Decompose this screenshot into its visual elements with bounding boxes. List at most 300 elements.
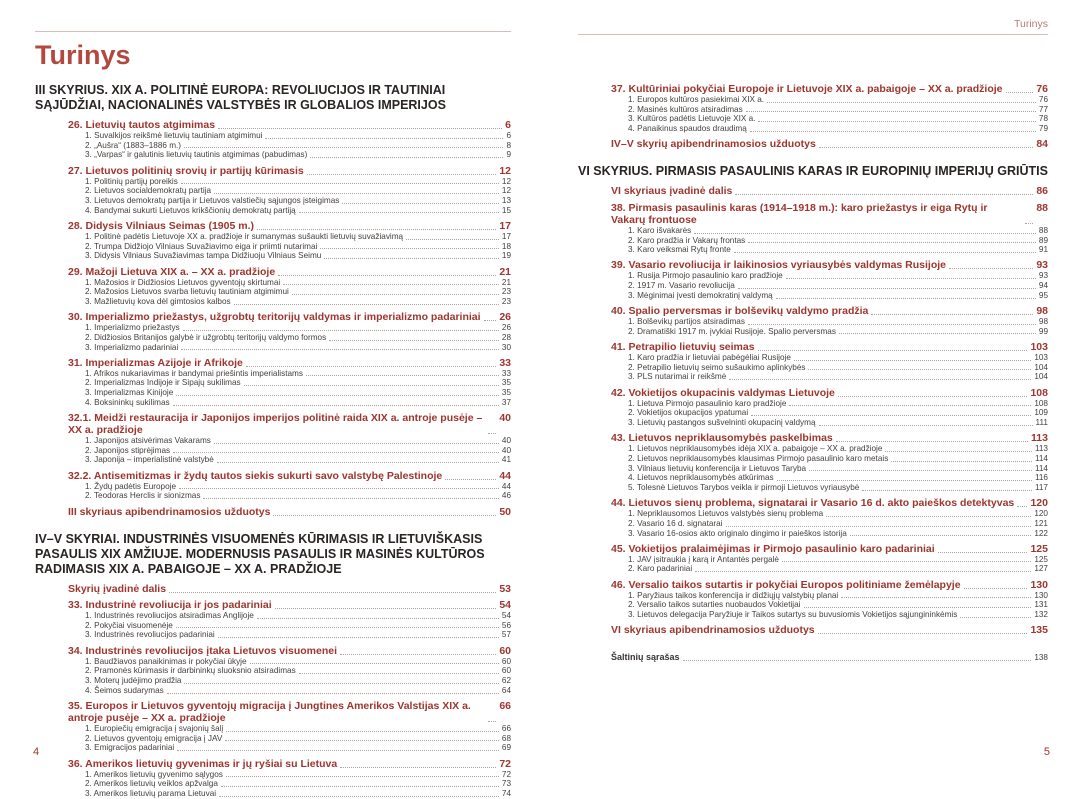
toc-subentry [578, 529, 1048, 539]
toc-subentry [578, 363, 1048, 373]
entry-title: 2. Lietuvos nepriklausomybės klausimas Pirmojo pasaulinio karo metais [628, 453, 889, 463]
toc-entry [578, 83, 1048, 95]
page-ref: 37 [501, 397, 511, 407]
toc-subentry [35, 177, 511, 187]
entry-title: 1. Europiečių emigracija į svajonių šalį [85, 724, 224, 733]
dot-leader [219, 796, 499, 797]
page-ref: 98 [1036, 305, 1048, 318]
page-ref: 64 [501, 685, 511, 695]
toc-entry [578, 387, 1048, 399]
page-ref: 109 [1034, 408, 1048, 418]
entry-title: 26. Lietuvių tautos atgimimas [68, 119, 216, 131]
page-ref: 73 [501, 779, 511, 789]
entry-title: 3. Imperializmo padariniai [85, 342, 179, 352]
chapter-heading [35, 532, 511, 577]
toc-subentry [578, 95, 1048, 105]
entry-title: 30. Imperializmo priežastys, užgrobtų teritorijų valdymas ir imperializmo padariniai [68, 311, 481, 324]
toc-subentry [35, 196, 511, 206]
dot-leader [184, 683, 498, 684]
page-ref: 44 [499, 469, 511, 482]
dot-leader [748, 324, 1036, 325]
page-ref: 23 [501, 287, 511, 297]
dot-leader [221, 786, 499, 787]
dot-leader [283, 284, 499, 285]
toc-left-column [35, 83, 511, 799]
dot-leader [776, 298, 1036, 299]
entry-title: 2. Amerikos lietuvių veiklos apžvalga [85, 779, 218, 789]
entry-title: 2. 1917 m. Vasario revoliucija [628, 281, 735, 291]
entry-title: 32.2. Antisemitizmas ir žydų tautos siekis sukurti savo valstybę Palestinoje [68, 469, 443, 482]
dot-leader [225, 740, 499, 741]
entry-title: 1. Lietuvos nepriklausomybės idėja XIX a. pabaigoje – XX a. pradžioje [628, 444, 883, 454]
dot-leader [748, 242, 1036, 243]
entry-title: 29. Mažoji Lietuva XIX a. – XX a. pradžioje [68, 265, 276, 278]
page-ref: 40 [499, 412, 511, 425]
page-ref: 127 [1034, 564, 1048, 574]
page-ref: 30 [501, 342, 511, 352]
header-rule-left [35, 31, 511, 32]
page-ref: 86 [1036, 185, 1048, 198]
toc-subentry [35, 242, 511, 252]
toc-subentry [35, 455, 511, 465]
entry-title: 1. Paryžiaus taikos konferencija ir didžiųjų valstybių planai [628, 590, 839, 600]
entry-title: 38. Pirmasis pasaulinis karas (1914–1918 m.): karo priežastys ir eiga Rytų ir Vakarų frontuose [611, 201, 988, 226]
page-ref: 89 [1038, 235, 1048, 245]
dot-leader [234, 304, 499, 305]
dot-leader [320, 248, 499, 249]
dot-leader [278, 275, 496, 276]
page-ref: 60 [501, 656, 511, 666]
page-ref: 56 [501, 620, 511, 630]
toc-subentry [35, 482, 511, 492]
page-ref: 125 [1034, 554, 1048, 564]
dot-leader [217, 462, 499, 463]
entry-title: 1. Nepriklausomos Lietuvos valstybės sienų problema [628, 509, 824, 519]
dot-leader [203, 498, 498, 499]
toc-subentry [578, 555, 1048, 565]
dot-leader [1017, 506, 1027, 507]
toc-entry [35, 645, 511, 657]
toc-entry [35, 266, 511, 278]
toc-subentry [35, 150, 511, 160]
dot-leader [265, 138, 503, 139]
toc-subentry [35, 251, 511, 261]
page-ref: 93 [1036, 259, 1048, 272]
page-ref: 21 [499, 265, 511, 278]
toc-entry [35, 220, 511, 232]
dot-leader [179, 488, 499, 489]
dot-leader [181, 349, 499, 350]
entry-title: 2. Vasario 16 d. signatarai [628, 518, 723, 528]
toc-subentry [35, 186, 511, 196]
dot-leader [767, 102, 1036, 103]
page-ref: 19 [501, 251, 511, 261]
entry-title: 40. Spalio perversmas ir bolševikų valdymo pradžia [611, 305, 869, 318]
page-ref: 98 [1038, 317, 1048, 327]
entry-title: 4. Boksininkų sukilimas [85, 397, 170, 407]
entry-title: 1. Bolševikų partijos atsiradimas [628, 317, 745, 327]
chapter-heading [35, 83, 511, 113]
toc-subentry [35, 734, 511, 744]
dot-leader [306, 375, 499, 376]
page-ref: 111 [1035, 417, 1048, 427]
dot-leader [758, 121, 1035, 122]
toc-entry [35, 583, 511, 595]
dot-leader [250, 663, 499, 664]
page-ref: 99 [1038, 326, 1048, 336]
entry-title: Šaltinių sąrašas [611, 652, 680, 663]
entry-title: 1. Europos kultūros pasiekimai XIX a. [628, 95, 765, 104]
page-ref: 26 [499, 311, 511, 324]
dot-leader [257, 618, 499, 619]
page-ref: 114 [1034, 453, 1048, 463]
dot-leader [488, 721, 496, 722]
dot-leader [183, 330, 499, 331]
entry-title: 4. Lietuvos nepriklausomybės atkūrimas [628, 473, 774, 483]
toc-subentry [35, 378, 511, 388]
dot-leader [804, 607, 1032, 608]
page-ref: 88 [1038, 225, 1048, 235]
page-ref: 131 [1034, 600, 1048, 610]
toc-entry [35, 412, 511, 436]
dot-leader [406, 239, 499, 240]
entry-title: 2. Japonijos stiprėjimas [85, 445, 171, 455]
page-ref: 66 [501, 724, 511, 733]
entry-title: 1. Lietuva Pirmojo pasaulinio karo pradžioje [628, 398, 787, 408]
page-ref: 13 [501, 196, 511, 206]
dot-leader [695, 571, 1031, 572]
toc-subentry [35, 621, 511, 631]
page-ref: 17 [499, 219, 511, 232]
page-ref: 54 [499, 599, 511, 612]
dot-leader [738, 288, 1036, 289]
page-ref: 88 [1036, 201, 1048, 214]
entry-title: 1. Rusija Pirmojo pasaulinio karo pradžioje [628, 271, 783, 281]
dot-leader [794, 360, 1031, 361]
toc-entry [35, 758, 511, 770]
toc-subentry [578, 454, 1048, 464]
entry-title: 3. Lietuvių pastangos sušvelninti okupacinį valdymą [628, 417, 816, 427]
page-ref: 104 [1034, 372, 1048, 382]
toc-subentry [578, 281, 1048, 291]
toc-entry [578, 202, 1048, 226]
toc-entry [578, 138, 1048, 150]
entry-title: 35. Europos ir Lietuvos gyventojų migracija į Jungtines Amerikos Valstijas XIX a. antroje pusėje – XX a. pradžioje [68, 700, 471, 724]
page-ref: 103 [1034, 352, 1048, 362]
toc-right-column [578, 83, 1048, 663]
toc-entry [578, 341, 1048, 353]
entry-title: VI skyriaus įvadinė dalis [611, 185, 733, 198]
toc-subentry [578, 353, 1048, 363]
page-ref: 6 [506, 131, 511, 140]
dot-leader [218, 637, 499, 638]
dot-leader [307, 174, 497, 175]
entry-title: 2. Imperializmas Indijoje ir Sipajų sukilimas [85, 378, 241, 388]
dot-leader [726, 526, 1032, 527]
toc-subentry [35, 666, 511, 676]
dot-leader [683, 660, 1032, 661]
dot-leader [342, 203, 498, 204]
dot-leader [246, 366, 496, 367]
page-ref: 26 [501, 323, 511, 333]
entry-title: 3. Didysis Vilniaus Suvažiavimas tampa Didžiuoju Vilniaus Seimu [85, 251, 322, 261]
entry-title: 1. Mažosios ir Didžiosios Lietuvos gyventojų skirtumai [85, 277, 281, 287]
page-ref: 108 [1034, 398, 1048, 408]
toc-subentry [578, 317, 1048, 327]
toc-subentry [578, 473, 1048, 483]
dot-leader [839, 333, 1036, 334]
dot-leader [871, 314, 1033, 315]
toc-subentry [35, 611, 511, 621]
entry-title: IV–V skyrių apibendrinamosios užduotys [611, 138, 816, 151]
toc-subentry [578, 327, 1048, 337]
dot-leader [184, 147, 503, 148]
toc-subentry [578, 236, 1048, 246]
toc-subentry [578, 483, 1048, 493]
page-ref: 120 [1030, 497, 1048, 510]
page-ref: 54 [501, 611, 511, 621]
page-ref: 132 [1034, 610, 1048, 620]
page-ref: 46 [501, 491, 511, 501]
dot-leader [850, 535, 1032, 536]
entry-title: 2. Didžiosios Britanijos galybė ir užgrobtų teritorijų valdymo formos [85, 332, 327, 342]
entry-title: 1. Japonijos atsivėrimas Vakarams [85, 436, 211, 446]
entry-title: 39. Vasario revoliucija ir laikinosios vyriausybės valdymas Rusijoje [611, 259, 947, 272]
dot-leader [751, 415, 1031, 416]
toc-subentry [35, 297, 511, 307]
page-ref: 6 [505, 119, 511, 131]
page-ref: 103 [1030, 340, 1048, 353]
dot-leader [181, 183, 499, 184]
dot-leader [244, 385, 499, 386]
entry-title: III SKYRIUS. XIX A. POLITINĖ EUROPA: REVOLIUCIJOS IR TAUTINIAI SĄJŪDŽIAI, NACIONALINĖS VALSTYBĖS IR GLOBALIOS IMPERIJOS [35, 83, 446, 112]
entry-title: 2. Masinės kultūros atsiradimas [628, 104, 743, 114]
page-ref: 41 [501, 455, 511, 465]
entry-title: 4. Panaikinus spaudos draudimą [628, 124, 747, 134]
toc-subentry [578, 408, 1048, 418]
entry-title: 1. Suvalkijos reikšmė lietuvių tautiniam atgimimui [85, 131, 263, 140]
dot-leader [836, 441, 1028, 442]
dot-leader [885, 451, 1032, 452]
entry-title: 44. Lietuvos sienų problema, signatarai ir Vasario 16 d. akto paieškos detektyvas [611, 497, 1015, 510]
entry-title: 2. „Aušra“ (1883–1886 m.) [85, 140, 182, 150]
toc-subentry [578, 519, 1048, 529]
page-ref: 121 [1034, 518, 1048, 528]
entry-title: 46. Versalio taikos sutartis ir pokyčiai Europos politiniame žemėlapyje [611, 578, 961, 591]
toc-entry [35, 357, 511, 369]
dot-leader [789, 405, 1031, 406]
page-ref: 60 [499, 644, 511, 657]
page-ref: 84 [1036, 138, 1048, 151]
dot-leader [484, 320, 497, 321]
dot-leader [292, 294, 499, 295]
entry-title: 34. Industrinės revoliucijos įtaka Lietuvos visuomenei [68, 644, 338, 657]
page-ref: 21 [501, 277, 511, 287]
toc-subentry [578, 114, 1048, 124]
entry-title: 3. Japonija – imperialistinė valstybė [85, 455, 214, 465]
entry-title: 1. Politinė padėtis Lietuvoje XX a. pradžioje ir sumanymas sušaukti lietuvių suvažiavimą [85, 231, 404, 241]
toc-subentry [578, 444, 1048, 454]
dot-leader [310, 157, 503, 158]
dot-leader [938, 552, 1028, 553]
dot-leader [734, 252, 1036, 253]
entry-title: 4. Bandymai sukurti Lietuvos krikščionių demokratų partiją [85, 205, 296, 215]
entry-title: 3. Lietuvos demokratų partija ir Lietuvos valstiečių sąjungos įsteigimas [85, 196, 340, 206]
entry-title: III skyriaus apibendrinamosios užduotys [68, 505, 271, 518]
toc-subentry [35, 686, 511, 696]
entry-title: 2. Trumpa Didžiojo Vilniaus Suvažiavimo eiga ir priimti nutarimai [85, 241, 318, 251]
page-ref: 12 [501, 176, 511, 186]
entry-title: 41. Petrapilio lietuvių seimas [611, 340, 755, 353]
header-rule-right [578, 34, 1048, 35]
entry-title: VI SKYRIUS. PIRMASIS PASAULINIS KARAS IR EUROPINIŲ IMPERIJŲ GRIŪTIS [578, 164, 1048, 179]
page-ref: 113 [1031, 432, 1048, 445]
page-ref: 72 [499, 757, 511, 770]
page-ref: 9 [506, 150, 511, 160]
dot-leader [819, 147, 1034, 148]
entry-title: IV–V SKYRIAI. INDUSTRINĖS VISUOMENĖS KŪRIMASIS IR LIETUVIŠKASIS PASAULIS XIX AMŽIUJE. MODERNUSIS PASAULIS IR MASINĖS KULTŪROS RADIMASIS XIX A. PABAIGOJE – XX A. PRADŽIOJE [35, 531, 485, 576]
left-page [35, 0, 511, 799]
page-ref: 44 [501, 481, 511, 491]
entry-title: 3. Vilniaus lietuvių konferencija ir Lietuvos Taryba [628, 463, 807, 473]
toc-subentry [35, 343, 511, 353]
page-ref: 130 [1034, 590, 1048, 600]
toc-subentry [35, 676, 511, 686]
dot-leader [1006, 92, 1034, 93]
entry-title: 2. Lietuvos gyventojų emigracija į JAV [85, 733, 223, 743]
toc-subentry [35, 446, 511, 456]
dot-leader [177, 750, 499, 751]
dot-leader [949, 268, 1033, 269]
page-ref: 66 [499, 700, 511, 712]
page-ref: 40 [501, 445, 511, 455]
entry-title: 3. „Varpas“ ir galutinis lietuvių tautinis atgimimas (pabudimas) [85, 150, 308, 160]
page-ref: 95 [1038, 290, 1048, 300]
page-ref: 35 [501, 378, 511, 388]
toc-subentry [35, 141, 511, 151]
right-page [578, 0, 1048, 663]
dot-leader [329, 340, 499, 341]
toc-subentry [578, 591, 1048, 601]
entry-title: 1. Baudžiavos panaikinimas ir pokyčiai ūkyje [85, 656, 247, 666]
entry-title: 1. JAV įsitraukia į karą ir Antantės pergalė [628, 554, 779, 564]
toc-subentry [578, 372, 1048, 382]
page-ref: 76 [1038, 95, 1048, 104]
page-ref: 76 [1036, 83, 1048, 95]
dot-leader [862, 490, 1032, 491]
toc-subentry [35, 630, 511, 640]
entry-title: 3. Industrinės revoliucijos padariniai [85, 630, 215, 640]
dot-leader [173, 452, 499, 453]
page-ref: 60 [501, 666, 511, 676]
page-ref: 15 [501, 205, 511, 215]
toc-subentry [578, 418, 1048, 428]
page-ref: 117 [1034, 482, 1048, 492]
page-ref: 130 [1030, 578, 1048, 591]
toc-entry [578, 185, 1048, 197]
entry-title: 1. Politinių partijų poreikis [85, 176, 178, 186]
toc-subentry [35, 657, 511, 667]
dot-leader [841, 597, 1031, 598]
page-ref: 23 [501, 296, 511, 306]
page-ref: 33 [501, 368, 511, 378]
page-ref: 120 [1034, 509, 1048, 519]
toc-entry [578, 652, 1048, 663]
entry-title: 32.1. Meidži restauracija ir Japonijos imperijos politinė raida XIX a. antroje pusėje – XX a. pradžioje [68, 412, 483, 437]
dot-leader [826, 516, 1031, 517]
dot-leader [226, 731, 499, 732]
toc-subentry [35, 206, 511, 216]
toc-subentry [35, 398, 511, 408]
toc-subentry [35, 131, 511, 141]
toc-entry [35, 599, 511, 611]
entry-title: 28. Didysis Vilniaus Seimas (1905 m.) [68, 219, 254, 232]
running-header: Turinys [1013, 18, 1048, 30]
toc-subentry [578, 464, 1048, 474]
toc-entry [35, 700, 511, 724]
page-ref: 138 [1034, 653, 1048, 663]
dot-leader [819, 425, 1033, 426]
dot-leader [694, 233, 1036, 234]
dot-leader [750, 131, 1036, 132]
toc-entry [578, 432, 1048, 444]
toc-subentry [35, 232, 511, 242]
toc-entry [35, 165, 511, 177]
page-ref: 68 [501, 733, 511, 743]
toc-subentry [35, 724, 511, 734]
page-ref: 12 [501, 186, 511, 196]
toc-entry [578, 305, 1048, 317]
page-ref: 50 [499, 505, 511, 518]
page-ref: 33 [499, 356, 511, 369]
page-ref: 8 [506, 140, 511, 150]
dot-leader [445, 479, 496, 480]
folio-right: 5 [1043, 746, 1050, 758]
page-ref: 28 [501, 332, 511, 342]
toc-subentry [35, 789, 511, 799]
dot-leader [964, 588, 1028, 589]
toc-subentry [35, 323, 511, 333]
dot-leader [729, 379, 1031, 380]
entry-title: 2. Petrapilio lietuvių seimo sušaukimo aplinkybės [628, 362, 806, 372]
toc-subentry [578, 245, 1048, 255]
entry-title: 1. Afrikos nukariavimas ir bandymai priešintis imperialistams [85, 368, 303, 378]
dot-leader [299, 673, 499, 674]
toc-subentry [578, 600, 1048, 610]
entry-title: 2. Pramonės kūrimasis ir darbininkų sluoksnio atsiradimas [85, 666, 296, 676]
entry-title: 3. Kultūros padėtis Lietuvoje XIX a. [628, 114, 756, 124]
toc-subentry [35, 770, 511, 780]
entry-title: 3. Vasario 16-osios akto originalo dingimo ir paieškos istorija [628, 528, 847, 538]
folio-left: 4 [33, 746, 40, 758]
toc-subentry [578, 610, 1048, 620]
dot-leader [891, 461, 1032, 462]
toc-subentry [35, 369, 511, 379]
toc-entry [35, 506, 511, 518]
page-ref: 108 [1030, 386, 1048, 399]
page-ref: 62 [501, 676, 511, 686]
toc-subentry [35, 287, 511, 297]
entry-title: 3. Moterų judėjimo pradžia [85, 676, 182, 686]
entry-title: 27. Lietuvos politinių srovių ir partijų kūrimasis [68, 164, 304, 177]
page-ref: 12 [499, 164, 511, 177]
dot-leader [777, 480, 1032, 481]
page-ref: 135 [1030, 624, 1048, 637]
toc-subentry [578, 509, 1048, 519]
entry-title: 2. Dramatiški 1917 m. įvykiai Rusijoje. Spalio perversmas [628, 326, 836, 336]
entry-title: 36. Amerikos lietuvių gyvenimas ir jų ryšiai su Lietuva [68, 757, 338, 770]
entry-title: 2. Versalio taikos sutarties nuobaudos Vokietijai [628, 600, 801, 610]
